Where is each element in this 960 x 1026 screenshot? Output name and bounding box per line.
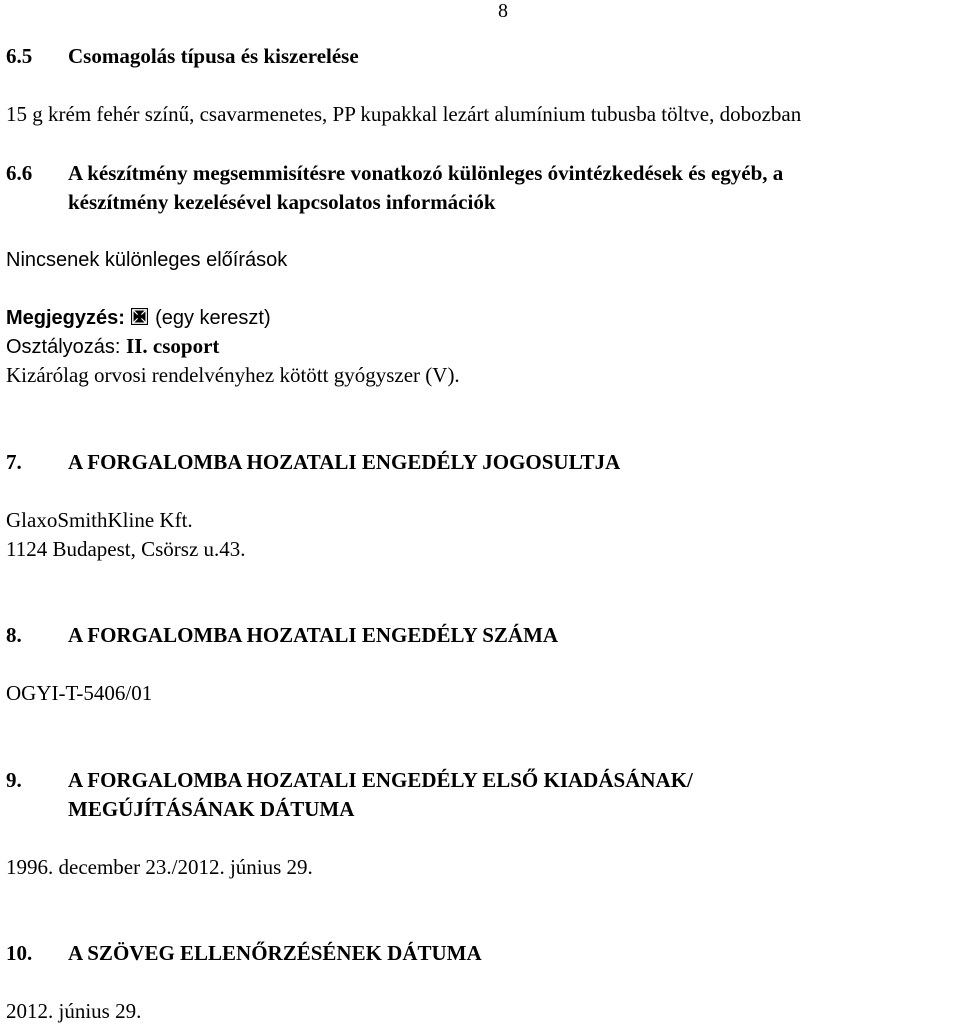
holder-name: GlaxoSmithKline Kft.	[6, 508, 193, 532]
section-6-5-body: 15 g krém fehér színű, csavarmenetes, PP kupakkal lezárt alumínium tubusba töltve, dobozban	[6, 102, 802, 126]
section-9-heading-cont: MEGÚJÍTÁSÁNAK DÁTUMA	[68, 797, 355, 821]
section-6-6-heading-cont: készítmény kezelésével kapcsolatos információk	[68, 190, 496, 214]
cross-icon	[131, 308, 148, 325]
section-8-heading	[6, 622, 558, 648]
section-title: A készítmény megsemmisítésre vonatkozó különleges óvintézkedések és egyéb, a	[68, 161, 784, 185]
section-title: A FORGALOMBA HOZATALI ENGEDÉLY ELSŐ KIADÁSÁNAK/	[68, 768, 693, 792]
section-10-heading	[6, 940, 482, 966]
note-label: Megjegyzés:	[6, 307, 125, 329]
classification-label: Osztályozás:	[6, 336, 121, 358]
classification-value: II. csoport	[126, 334, 220, 358]
note-line	[6, 305, 271, 331]
section-number: 9.	[6, 768, 22, 792]
section-number: 8.	[6, 623, 22, 647]
section-number: 6.5	[6, 44, 33, 68]
section-title: A SZÖVEG ELLENŐRZÉSÉNEK DÁTUMA	[68, 941, 482, 965]
page-number: 8	[498, 0, 508, 22]
authorisation-dates: 1996. december 23./2012. június 29.	[6, 855, 313, 879]
section-number: 6.6	[6, 161, 33, 185]
section-number: 10.	[6, 941, 33, 965]
section-title: A FORGALOMBA HOZATALI ENGEDÉLY JOGOSULTJA	[68, 450, 621, 474]
prescription-status: Kizárólag orvosi rendelvényhez kötött gyógyszer (V).	[6, 363, 460, 387]
section-title: A FORGALOMBA HOZATALI ENGEDÉLY SZÁMA	[68, 623, 559, 647]
section-6-6-body: Nincsenek különleges előírások	[6, 249, 288, 271]
section-number: 7.	[6, 450, 22, 474]
authorisation-number: OGYI-T-5406/01	[6, 681, 153, 705]
section-7-heading	[6, 449, 620, 475]
section-9-heading	[6, 767, 693, 793]
section-title: Csomagolás típusa és kiszerelése	[68, 44, 359, 68]
holder-address: 1124 Budapest, Csörsz u.43.	[6, 537, 246, 561]
section-6-5-heading	[6, 43, 359, 69]
cross-text: (egy kereszt)	[155, 307, 271, 329]
section-6-6-heading	[6, 160, 783, 186]
revision-date: 2012. június 29.	[6, 999, 142, 1023]
classification-line	[6, 333, 219, 360]
